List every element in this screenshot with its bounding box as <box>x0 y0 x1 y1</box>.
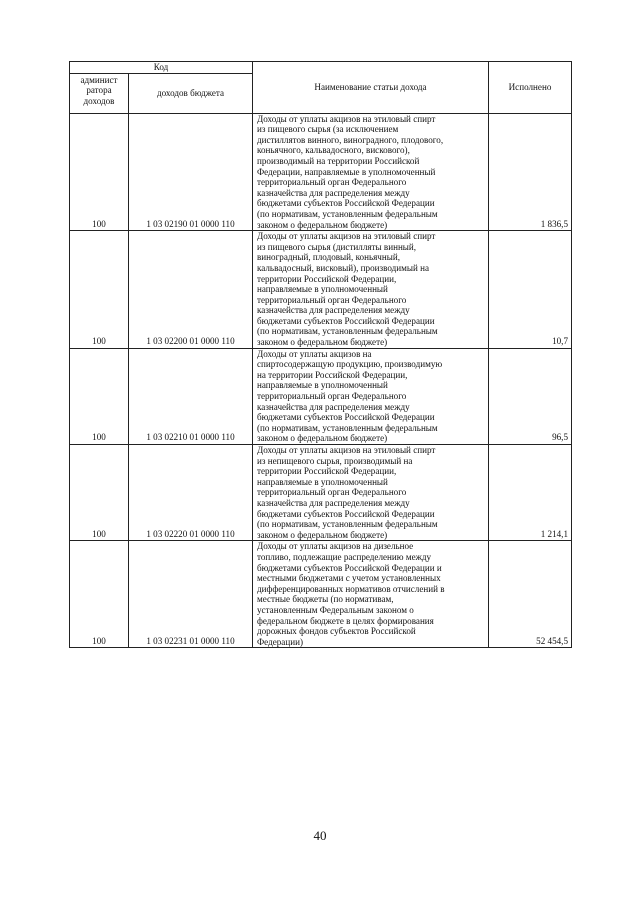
executed-value-cell: 52 454,5 <box>489 541 572 648</box>
admin-code-cell: 100 <box>70 231 129 349</box>
header-code: Код <box>70 62 253 74</box>
income-code-cell: 1 03 02190 01 0000 110 <box>129 113 253 231</box>
income-code-cell: 1 03 02220 01 0000 110 <box>129 445 253 541</box>
table-header-row <box>70 62 572 74</box>
income-name-cell: Доходы от уплаты акцизов на спиртосодержащую продукцию, производимую на территории Российской Федерации, направляемые в уполномоченный территориальный орган Федерального казначейства для распределения между бюджетами субъектов Российской Федерации (по нормативам, установленным федеральным законом о федеральном бюджете) <box>253 348 489 444</box>
table-row <box>70 231 572 349</box>
header-administrator: админист ратора доходов <box>70 73 129 113</box>
income-code-cell: 1 03 02231 01 0000 110 <box>129 541 253 648</box>
table-row <box>70 113 572 231</box>
header-income-code: доходов бюджета <box>129 73 253 113</box>
header-income-name: Наименование статьи дохода <box>253 62 489 114</box>
income-name-cell: Доходы от уплаты акцизов на этиловый спирт из пищевого сырья (за исключением дистиллятов винного, виноградного, плодового, коньячного, кальвадосного, вискового), производимый на территории Российской Федерации, направляемые в уполномоченный территориальный орган Федерального казначейства для распределения между бюджетами субъектов Российской Федерации (по нормативам, установленным федеральным законом о федеральном бюджете) <box>253 113 489 231</box>
income-name-cell: Доходы от уплаты акцизов на этиловый спирт из непищевого сырья, производимый на территории Российской Федерации, направляемые в уполномоченный территориальный орган Федерального казначейства для распределения между бюджетами субъектов Российской Федерации (по нормативам, установленным федеральным законом о федеральном бюджете) <box>253 445 489 541</box>
income-code-cell: 1 03 02200 01 0000 110 <box>129 231 253 349</box>
admin-code-cell: 100 <box>70 541 129 648</box>
admin-code-cell: 100 <box>70 348 129 444</box>
income-table <box>69 61 572 648</box>
executed-value-cell: 96,5 <box>489 348 572 444</box>
admin-code-cell: 100 <box>70 113 129 231</box>
table-row <box>70 541 572 648</box>
executed-value-cell: 10,7 <box>489 231 572 349</box>
income-name-cell: Доходы от уплаты акцизов на этиловый спирт из пищевого сырья (дистилляты винный, виноградный, плодовый, коньячный, кальвадосный, висковый), производимый на территории Российской Федерации, направляемые в уполномоченный территориальный орган Федерального казначейства для распределения между бюджетами субъектов Российской Федерации (по нормативам, установленным федеральным законом о федеральном бюджете) <box>253 231 489 349</box>
page-number: 40 <box>313 828 327 843</box>
admin-code-cell: 100 <box>70 445 129 541</box>
table-row <box>70 445 572 541</box>
executed-value-cell: 1 214,1 <box>489 445 572 541</box>
table-row <box>70 348 572 444</box>
executed-value-cell: 1 836,5 <box>489 113 572 231</box>
header-executed: Исполнено <box>489 62 572 114</box>
income-code-cell: 1 03 02210 01 0000 110 <box>129 348 253 444</box>
income-name-cell: Доходы от уплаты акцизов на дизельное топливо, подлежащие распределению между бюджетами субъектов Российской Федерации и местными бюджетами с учетом установленных дифференцированных нормативов отчислений в местные бюджеты (по нормативам, установленным Федеральным законом о федеральном бюджете в целях формирования дорожных фондов субъектов Российской Федерации) <box>253 541 489 648</box>
